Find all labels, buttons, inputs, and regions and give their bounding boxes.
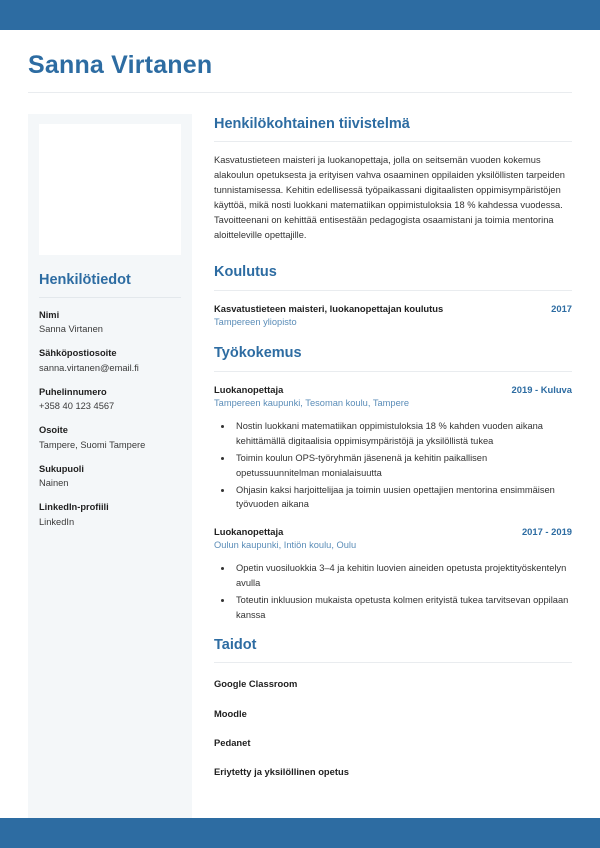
experience-entry — [214, 525, 572, 622]
section-skills — [214, 637, 572, 778]
entry-header — [214, 302, 572, 316]
section-heading-skills: Taidot — [214, 637, 257, 653]
entry-date: 2019 - Kuluva — [511, 383, 572, 395]
sidebar-divider — [39, 297, 181, 298]
detail-label: Osoite — [39, 425, 68, 436]
entry-organization: Tampereen yliopisto — [214, 317, 297, 328]
bullet-item: • Nostin luokkani matematiikan oppimistuloksia 18 % kahden vuoden aikana kehittämällä digitaalisia oppimisympäristöjä ja yksilöllistä tukea — [233, 419, 572, 448]
detail-gender — [39, 463, 181, 491]
name-divider — [28, 92, 572, 93]
main-column — [214, 114, 572, 819]
entry-date: 2017 - 2019 — [521, 525, 572, 537]
summary-text: Kasvatustieteen maisteri ja luokanopettaja, jolla on seitsemän vuoden kokemus alakoulun opetuksesta ja erityisen vahva osaaminen oppilaiden yksilöllisten tarpeiden tunnistamisessa. Kehitin edellisessä työpaikassani digitaalisten oppimisympäristöjen käyttöä, mikä nosti luokkani matematiikan oppimistuloksia 18 % kahdessa vuodessa. Tavoitteenani on kehittää entisestään pedagogista osaamistani ja toimia mentorina aloitteleville opettajille. — [214, 154, 565, 241]
entry-header — [214, 383, 572, 397]
entry-bullet-list — [214, 561, 572, 622]
education-entry — [214, 302, 572, 331]
detail-phone — [39, 386, 181, 414]
sidebar-personal-details — [28, 114, 192, 819]
section-spacer — [214, 625, 572, 637]
bullet-item: • Opetin vuosiluokkia 3–4 ja kehitin luovien aineiden opetusta projektityöskentelyn avulla — [233, 561, 572, 590]
detail-value[interactable]: LinkedIn — [39, 516, 75, 527]
bottom-accent-bar — [0, 818, 600, 848]
entry-organization: Tampereen kaupunki, Tesoman koulu, Tampere — [214, 398, 410, 409]
section-divider — [214, 662, 572, 663]
page-title: Sanna Virtanen — [28, 51, 213, 79]
skill-item: Google Classroom — [214, 678, 298, 690]
detail-label: LinkedIn-profiili — [39, 502, 109, 513]
section-experience — [214, 345, 572, 622]
section-education — [214, 264, 572, 330]
skill-item: Eriytetty ja yksilöllinen opetus — [214, 765, 349, 777]
detail-address — [39, 424, 181, 452]
entry-date: 2017 — [551, 302, 572, 314]
detail-label: Nimi — [39, 309, 60, 320]
name-header — [28, 30, 572, 100]
detail-value: Nainen — [39, 478, 69, 489]
bullet-item: • Ohjasin kaksi harjoittelijaa ja toimin uusien opettajien mentorina ensimmäisen työvuoden aikana — [233, 483, 572, 512]
detail-label: Sukupuoli — [39, 463, 84, 474]
detail-value: +358 40 123 4567 — [39, 401, 115, 412]
section-divider — [214, 371, 572, 372]
entry-organization: Oulun kaupunki, Intiön koulu, Oulu — [214, 540, 357, 551]
experience-entry — [214, 383, 572, 512]
entry-title: Luokanopettaja — [214, 383, 284, 395]
bullet-item: • Toteutin inkluusion mukaista opetusta kolmen erityistä tukea tarvitsevan oppilaan kanssa — [233, 593, 572, 622]
sidebar-heading: Henkilötiedot — [39, 271, 131, 288]
top-accent-bar — [0, 0, 600, 30]
detail-value[interactable]: sanna.virtanen@email.fi — [39, 362, 139, 373]
detail-value: Sanna Virtanen — [39, 324, 103, 335]
section-heading-experience: Työkokemus — [214, 345, 302, 362]
section-divider — [214, 141, 572, 142]
entry-bullet-list — [214, 419, 572, 511]
detail-linkedin — [39, 501, 181, 529]
detail-email — [39, 347, 181, 375]
detail-label: Sähköpostiosoite — [39, 348, 117, 359]
entry-title: Kasvatustieteen maisteri, luokanopettajan koulutus — [214, 302, 444, 314]
skill-item: Pedanet — [214, 736, 251, 748]
section-heading-education: Koulutus — [214, 264, 277, 281]
detail-value: Tampere, Suomi Tampere — [39, 439, 146, 450]
section-divider — [214, 290, 572, 291]
section-spacer — [214, 333, 572, 345]
skill-item: Moodle — [214, 707, 247, 719]
detail-nimi — [39, 309, 181, 337]
bullet-item: • Toimin koulun OPS-työryhmän jäsenenä ja kehitin paikallisen opetussuunnitelman monialaisuutta — [233, 451, 572, 480]
resume-columns — [28, 100, 572, 819]
section-spacer — [214, 252, 572, 264]
section-summary — [214, 116, 572, 244]
entry-header — [214, 525, 572, 539]
entry-title: Luokanopettaja — [214, 525, 284, 537]
section-heading-summary: Henkilökohtainen tiivistelmä — [214, 115, 410, 132]
profile-photo-placeholder — [39, 124, 181, 255]
resume-body — [0, 30, 600, 818]
detail-label: Puhelinnumero — [39, 386, 107, 397]
